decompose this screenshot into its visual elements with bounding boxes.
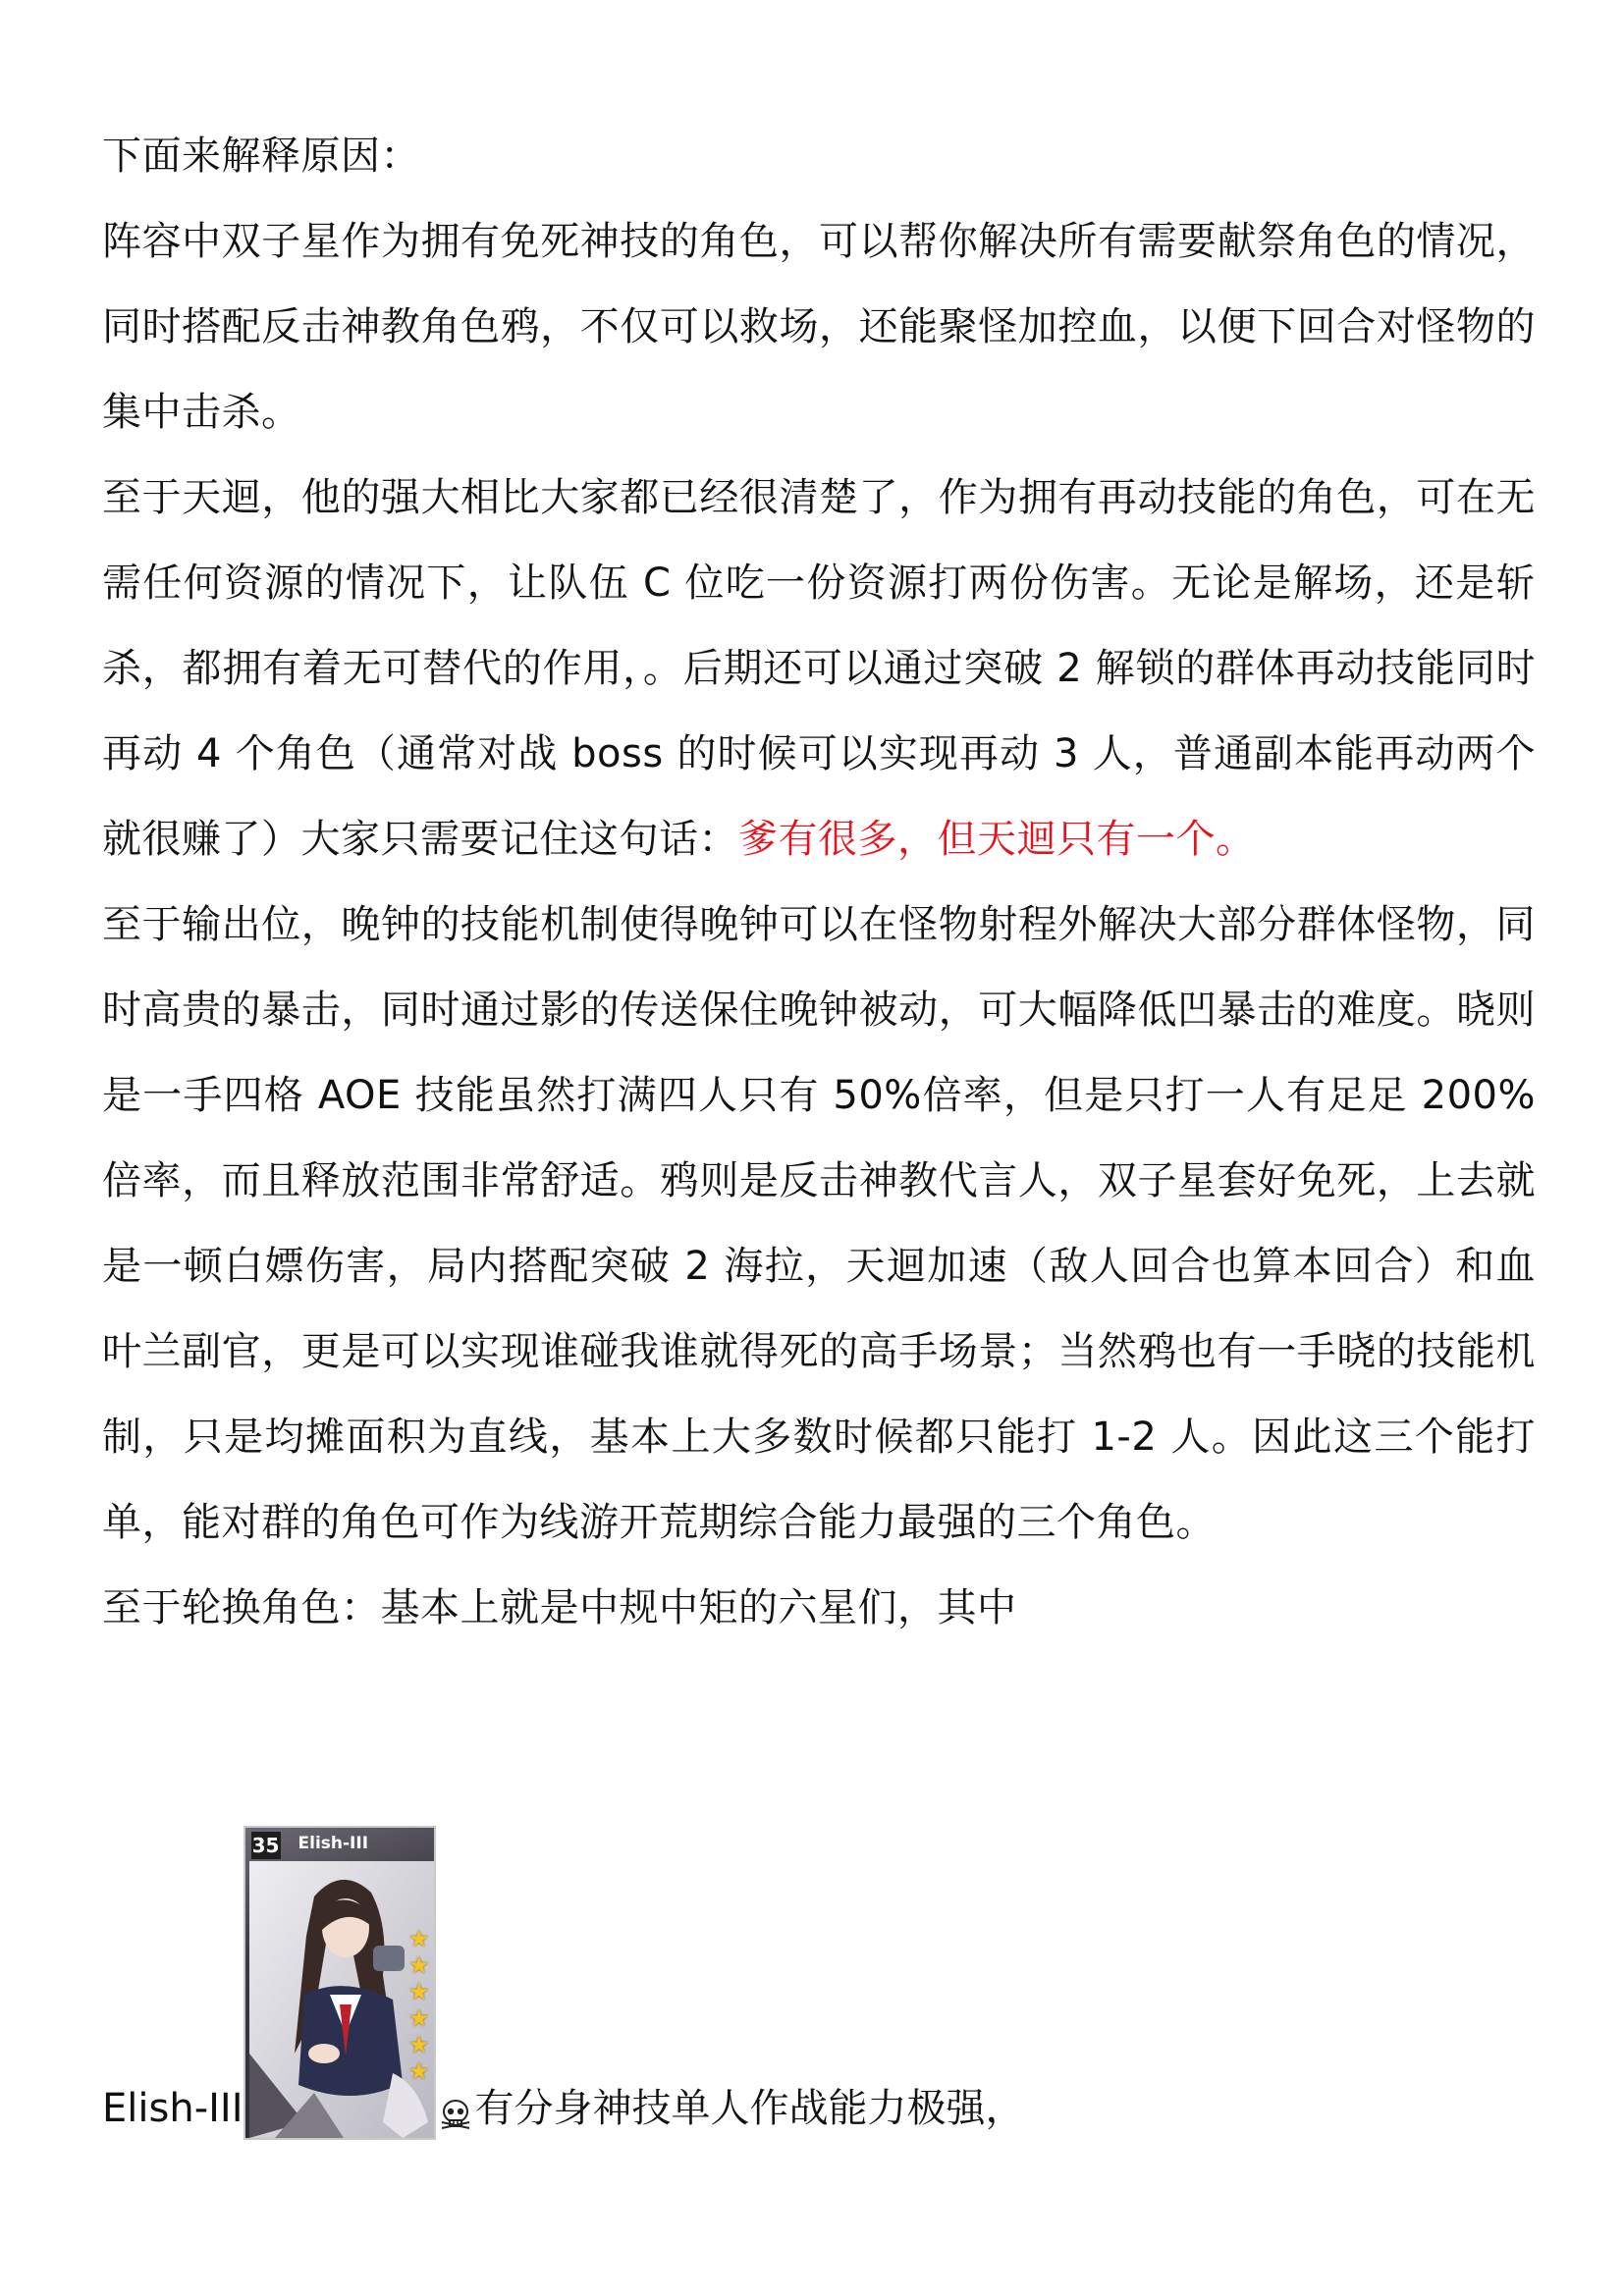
character-name: Elish-III	[102, 2086, 244, 2131]
paragraph-text: 下面来解释原因：	[102, 133, 420, 179]
skull-icon	[438, 2097, 473, 2132]
level-badge: 35	[251, 1834, 280, 1857]
paragraph-text: 至于天迴，他的强大相比大家都已经很清楚了，作为拥有再动技能的角色，可在无需任何资源的情况下，让队伍 C 位吃一份资源打两份伤害。无论是解场，还是斩杀，都拥有着无可替代的作用，。后期还可以通过突破 2 解锁的群体再动技能同时再动 4 个角色（通常对战 boss 的时候可以实现再动 3 人，普通副本能再动两个就很赚了）大家只需要记住这句话：	[102, 475, 1536, 862]
paragraph	[102, 455, 1536, 882]
paragraph-text: 阵容中双子星作为拥有免死神技的角色，可以帮你解决所有需要献祭角色的情况，同时搭配反击神教角色鸦，不仅可以救场，还能聚怪加控血，以便下回合对怪物的集中击杀。	[102, 219, 1536, 435]
star-icon: ★	[408, 2031, 430, 2058]
character-description: 有分身神技单人作战能力极强，	[474, 2086, 1025, 2131]
rarity-stars	[408, 1926, 430, 2085]
paragraph	[102, 1566, 1536, 1651]
paragraph	[102, 114, 1536, 199]
paragraph	[102, 882, 1536, 1566]
paragraph	[102, 199, 1536, 455]
paragraph-text: 至于输出位，晚钟的技能机制使得晚钟可以在怪物射程外解决大部分群体怪物，同时高贵的暴击，同时通过影的传送保住晚钟被动，可大幅降低凹暴击的难度。晓则是一手四格 AOE 技能虽然打满四人只有 50%倍率，但是只打一人有足足 200%倍率，而且释放范围非常舒适。鸦则是反击神教代言人，双子星套好免死，上去就是一顿白嫖伤害，局内搭配突破 2 海拉，天迴加速（敌人回合也算本回合）和血叶兰副官，更是可以实现谁碰我谁就得死的高手场景；当然鸦也有一手晓的技能机制，只是均摊面积为直线，基本上大多数时候都只能打 1-2 人。因此这三个能打单，能对群的角色可作为线游开荒期综合能力最强的三个角色。	[102, 902, 1536, 1545]
portrait-illustration	[245, 1828, 436, 2140]
star-icon: ★	[408, 1925, 430, 1952]
document-body	[102, 114, 1536, 1651]
card-title: Elish-III	[298, 1834, 369, 1853]
character-line	[102, 1816, 1025, 2140]
character-portrait-card	[244, 1826, 436, 2140]
star-icon: ★	[408, 1951, 430, 1979]
star-icon: ★	[408, 1978, 430, 2005]
highlight-text: 爹有很多，但天迴只有一个。	[738, 817, 1256, 862]
paragraph-text: 至于轮换角色：基本上就是中规中矩的六星们，其中	[102, 1585, 1017, 1630]
star-icon: ★	[408, 2057, 430, 2085]
star-icon: ★	[408, 2004, 430, 2032]
